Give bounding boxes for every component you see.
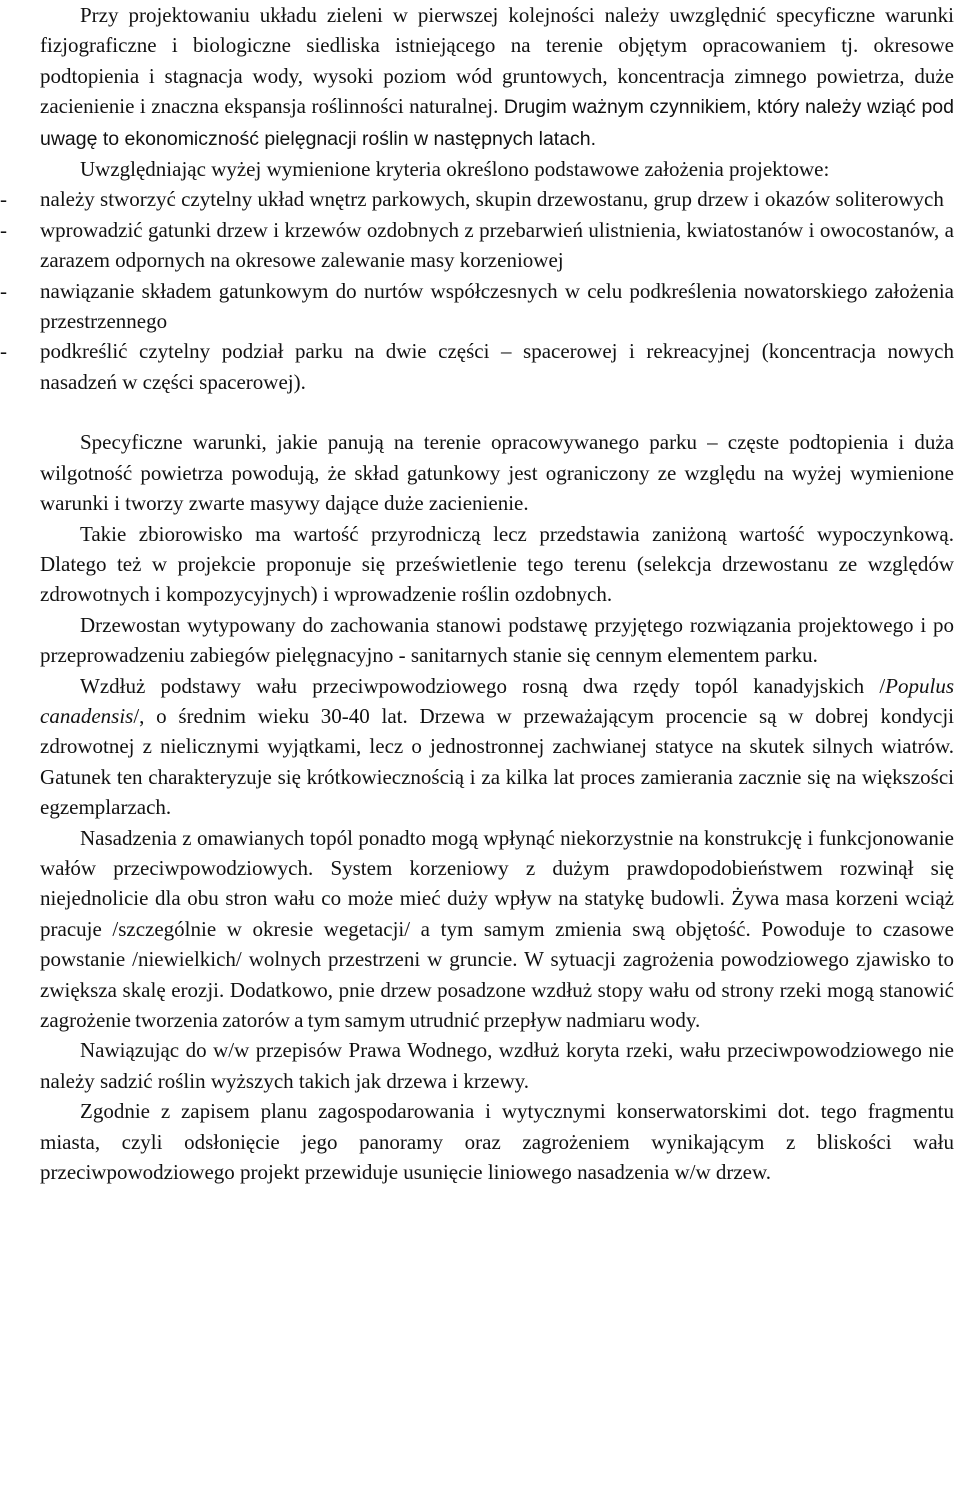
list-item bbox=[0, 215, 954, 276]
list-dash: - bbox=[0, 339, 7, 364]
list-dash: - bbox=[0, 278, 7, 303]
paragraph-retained-trees: Drzewostan wytypowany do zachowania stanowi podstawę przyjętego rozwiązania projektowego i po przeprowadzeniu zabiegów pielęgnacyjno - sanitarnych stanie się cennym elementem parku. bbox=[40, 612, 954, 668]
list-item-text: nawiązanie składem gatunkowym do nurtów współczesnych w celu podkreślenia nowatorskiego założenia przestrzennego bbox=[40, 278, 954, 334]
site-conditions-text: Przy projektowaniu układu zieleni w pierwszej kolejności należy uwzględnić specyficzne warunki fizjograficzne i biologiczne siedliska istniejącego na terenie objętym opracowaniem tj. okresowe podtopienia i stagnacja wody, wysoki poziom wód gruntowych, koncentracja zimnego powietrza, duże zacienienie i znaczna ekspansja roślinności naturalnej. bbox=[40, 3, 954, 119]
paragraph-specific-conditions: Specyficzne warunki, jakie panują na terenie opracowywanego parku – częste podtopienia i duża wilgotność powietrza powodują, że skład gatunkowy jest ograniczony ze względu na wyżej wymienione warunki i tworzy zwarte masywy dające duże zacienienie. bbox=[40, 430, 954, 516]
list-item-text: należy stworzyć czytelny układ wnętrz parkowych, skupin drzewostanu, grup drzew i okazów soliterowych bbox=[40, 187, 944, 212]
paragraph-poplars bbox=[40, 671, 954, 823]
list-dash: - bbox=[0, 187, 7, 212]
list-dash: - bbox=[0, 217, 7, 242]
paragraph-levee-impact: Nasadzenia z omawianych topól ponadto mogą wpłynąć niekorzystnie na konstrukcję i funkcjonowanie wałów przeciwpowodziowych. System korzeniowy z dużym prawdopodobieństwem rozwinął się niejednolicie dla obu stron wału co może mieć duży wpływ na statykę budowli. Żywa masa korzeni wciąż pracuje /szczególnie w okresie wegetacji/ a tym samym zmienia swą objętość. Powoduje to czasowe powstanie /niewielkich/ wolnych przestrzeni w gruncie. W sytuacji zagrożenia powodziowego zjawisko to zwiększa skalę erozji. Dodatkowo, pnie drzew posadzone wzdłuż stopy wału od strony rzeki mogą stanowić zagrożenie tworzenia zatorów a tym samym utrudnić przepływ nadmiaru wody. bbox=[40, 825, 954, 1032]
paragraph-tree-removal: Zgodnie z zapisem planu zagospodarowania i wytycznymi konserwatorskimi dot. tego fragmentu miasta, czyli odsłonięcie jego panoramy oraz zagrożeniem wynikającym z bliskości wału przeciwpowodziowego projekt przewiduje usunięcie liniowego nasadzenia w/w drzew. bbox=[40, 1099, 954, 1185]
paragraph-design-criteria: Uwzględniając wyżej wymienione kryteria określono podstawowe założenia projektowe: bbox=[80, 157, 830, 182]
poplars-text-end: /, o średnim wieku 30-40 lat. Drzewa w przeważającym procencie są w dobrej kondycji zdrowotnej z nielicznymi wyjątkami, lecz o jednostronnej zachwianej statyce na skutek silnych wiatrów. Gatunek ten charakteryzuje się krótkowiecznością i za kilka lat proces zamierania zacznie się na większości egzemplarzach. bbox=[40, 703, 954, 820]
paragraph-site-conditions bbox=[40, 0, 954, 154]
maintenance-economy-text: Drugim ważnym czynnikiem, który należy wziąć pod uwagę to ekonomiczność pielęgnacji roślin w następnych latach. bbox=[40, 96, 954, 150]
latin-species-name: Populus canadensis bbox=[40, 673, 954, 728]
paragraph-recreational-value: Takie zbiorowisko ma wartość przyrodniczą lecz przedstawia zaniżoną wartość wypoczynkową. Dlatego też w projekcie proponuje się prześwietlenie tego terenu (selekcja drzewostanu ze względów zdrowotnych i kompozycyjnych) i wprowadzenie roślin ozdobnych. bbox=[40, 521, 954, 607]
design-assumptions-list bbox=[0, 184, 954, 397]
list-item-text: podkreślić czytelny podział parku na dwie części – spacerowej i rekreacyjnej (koncentracja nowych nasadzeń w części spacerowej). bbox=[40, 339, 954, 394]
poplars-text-start: Wzdłuż podstawy wału przeciwpowodziowego rosną dwa rzędy topól kanadyjskich / bbox=[80, 673, 886, 698]
paragraph-water-law: Nawiązując do w/w przepisów Prawa Wodnego, wzdłuż koryta rzeki, wału przeciwpowodziowego nie należy sadzić roślin wyższych takich jak drzewa i krzewy. bbox=[40, 1038, 954, 1093]
list-item bbox=[0, 276, 954, 337]
list-item bbox=[0, 184, 954, 214]
list-item-text: wprowadzić gatunki drzew i krzewów ozdobnych z przebarwień ulistnienia, kwiatostanów i owocostanów, a zarazem odpornych na okresowe zalewanie masy korzeniowej bbox=[40, 217, 954, 273]
list-item bbox=[0, 336, 954, 397]
paragraph-gap bbox=[40, 397, 954, 427]
